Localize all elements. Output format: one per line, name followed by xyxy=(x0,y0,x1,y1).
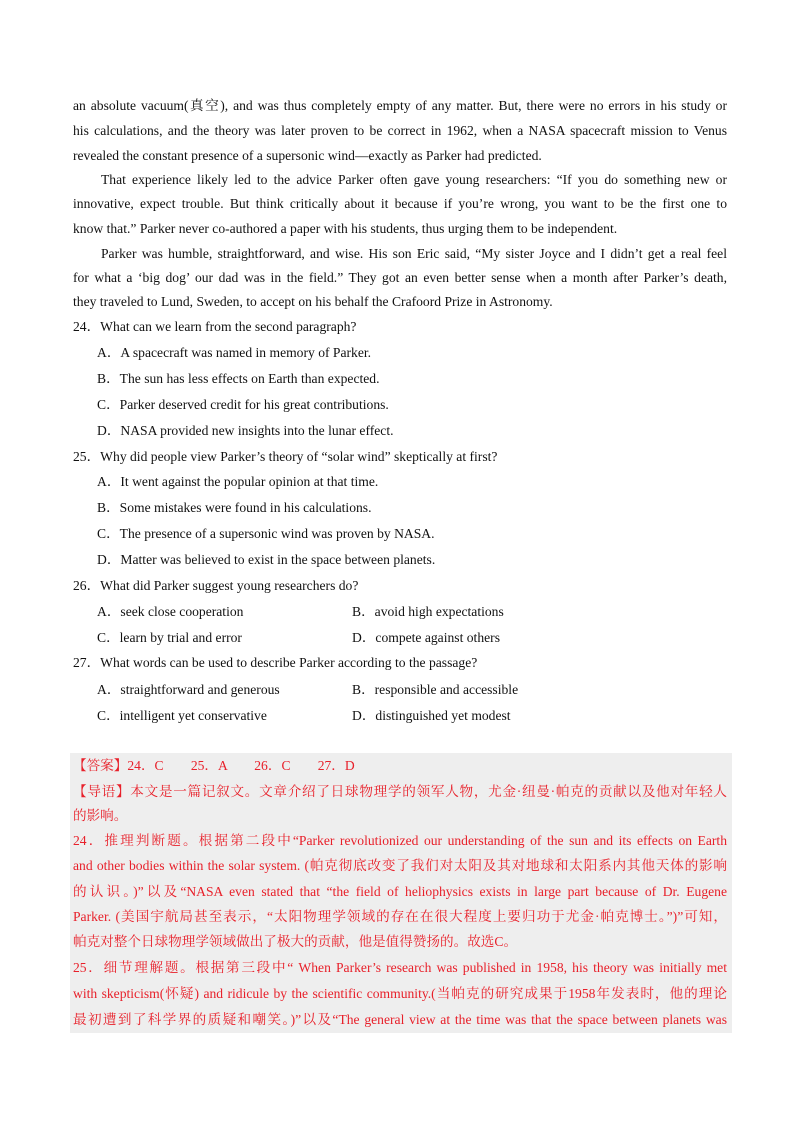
explanation-24-line: 24．推理判断题。根据第二段中“Parker revolutionized our understanding of the sun and its effects on Earth xyxy=(73,833,727,848)
passage-line: revealed the constant presence of a supersonic wind—exactly as Parker had predicted. xyxy=(73,148,542,163)
passage-line: That experience likely led to the advice Parker often gave young researchers: “If you do something new or xyxy=(101,172,727,187)
option-a: A．A spacecraft was named in memory of Parker. xyxy=(97,345,372,360)
guide-line: 【导语】本文是一篇记叙文。文章介绍了日球物理学的领军人物，尤金·纽曼·帕克的贡献以及他对年轻人 xyxy=(73,784,727,799)
option-c: C．intelligent yet conservative xyxy=(97,708,267,723)
answer-key: 【答案】24．C 25．A 26．C 27．D xyxy=(73,758,355,773)
option-d: D．Matter was believed to exist in the space between planets. xyxy=(97,552,436,567)
option-b: B．responsible and accessible xyxy=(352,682,519,697)
passage-line: they traveled to Lund, Sweden, to accept on his behalf the Crafoord Prize in Astronomy. xyxy=(73,294,553,309)
option-b: B．Some mistakes were found in his calculations. xyxy=(97,500,372,515)
guide-line: 的影响。 xyxy=(73,808,128,823)
question-stem: 27．What words can be used to describe Parker according to the passage? xyxy=(73,655,478,670)
explanation-25-line: 25．细节理解题。根据第三段中“ When Parker’s research was published in 1958, his theory was initially met xyxy=(73,960,727,975)
question-stem: 26．What did Parker suggest young researchers do? xyxy=(73,578,359,593)
passage-line: know that.” Parker never co-authored a paper with his students, thus urging them to be independent. xyxy=(73,221,618,236)
explanation-24-line: 的认识。)”以及“NASA even stated that “the field of heliophysics exists in large part because of Dr. Eugene xyxy=(73,884,727,899)
option-b: B．avoid high expectations xyxy=(352,604,504,619)
passage-line: an absolute vacuum(真空), and was thus completely empty of any matter. But, there were no errors in his study or xyxy=(73,98,727,113)
option-b: B．The sun has less effects on Earth than expected. xyxy=(97,371,380,386)
option-a: A．seek close cooperation xyxy=(97,604,244,619)
explanation-25-line: 最初遭到了科学界的质疑和嘲笑。)”以及“The general view at the time was that the space between planets was xyxy=(73,1012,727,1027)
option-c: C．learn by trial and error xyxy=(97,630,242,645)
option-d: D．NASA provided new insights into the lunar effect. xyxy=(97,423,394,438)
passage-line: Parker was humble, straightforward, and wise. His son Eric said, “My sister Joyce and I didn’t get a real feel xyxy=(101,246,727,261)
option-a: A．It went against the popular opinion at that time. xyxy=(97,474,379,489)
passage-line: innovative, expect trouble. But think critically about it because if you’re wrong, you want to be the first one to xyxy=(73,196,727,211)
option-c: C．The presence of a supersonic wind was proven by NASA. xyxy=(97,526,435,541)
option-d: D．distinguished yet modest xyxy=(352,708,511,723)
passage-line: his calculations, and the theory was later proven to be correct in 1962, when a NASA spacecraft mission to Venus xyxy=(73,123,727,138)
explanation-24-line: 帕克对整个日球物理学领域做出了极大的贡献，他是值得赞扬的。故选C。 xyxy=(73,934,518,949)
option-a: A．straightforward and generous xyxy=(97,682,280,697)
explanation-24-line: and other bodies within the solar system. (帕克彻底改变了我们对太阳及其对地球和太阳系内其他天体的影响 xyxy=(73,858,727,873)
question-stem: 25．Why did people view Parker’s theory of “solar wind” skeptically at first? xyxy=(73,449,498,464)
option-d: D．compete against others xyxy=(352,630,500,645)
passage-line: for what a ‘big dog’ our dad was in the field.” They got an even better sense when a month after Parker’s death, xyxy=(73,270,727,285)
option-c: C．Parker deserved credit for his great contributions. xyxy=(97,397,389,412)
question-stem: 24．What can we learn from the second paragraph? xyxy=(73,319,357,334)
explanation-24-line: Parker. (美国宇航局甚至表示，“太阳物理学领域的存在在很大程度上要归功于尤金·帕克博士。”)”可知， xyxy=(73,909,727,924)
explanation-25-line: with skepticism(怀疑) and ridicule by the scientific community.(当帕克的研究成果于1958年发表时，他的理论 xyxy=(73,986,727,1001)
